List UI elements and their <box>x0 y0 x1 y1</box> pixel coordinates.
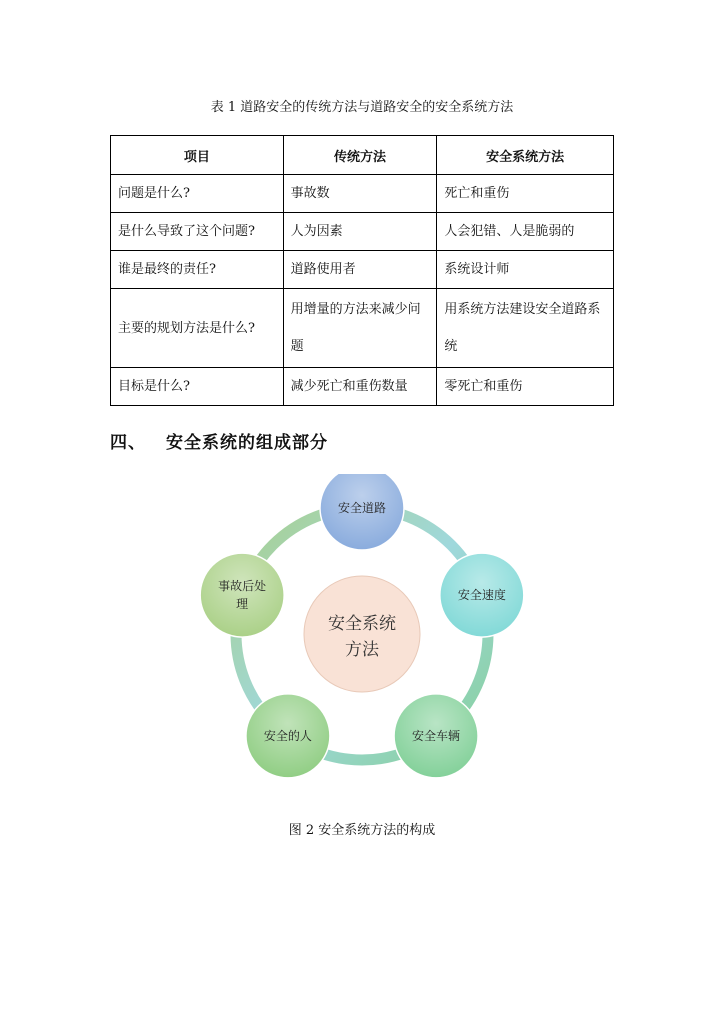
table-cell: 事故数 <box>283 175 437 213</box>
table-cell: 用系统方法建设安全道路系统 <box>437 289 614 368</box>
table-row <box>111 251 614 289</box>
table-cell: 减少死亡和重伤数量 <box>283 368 437 406</box>
node-label: 理 <box>236 597 249 612</box>
comparison-table <box>110 135 614 406</box>
table-cell: 系统设计师 <box>437 251 614 289</box>
section-heading <box>110 428 328 453</box>
center-label-line1: 安全系统 <box>328 614 396 634</box>
table-row <box>111 213 614 251</box>
table-row <box>111 368 614 406</box>
table-cell: 用增量的方法来减少问题 <box>283 289 437 368</box>
table-cell: 谁是最终的责任? <box>111 251 284 289</box>
node-label: 安全的人 <box>263 728 312 743</box>
table-cell: 人会犯错、人是脆弱的 <box>437 213 614 251</box>
node-safe-people <box>246 694 330 778</box>
table-cell: 目标是什么? <box>111 368 284 406</box>
node-safe-vehicles <box>394 694 478 778</box>
table-cell: 道路使用者 <box>283 251 437 289</box>
section-title: 安全系统的组成部分 <box>166 433 328 453</box>
node-safe-roads <box>320 474 404 550</box>
section-number: 四、 <box>110 433 146 453</box>
column-header-safe-system: 安全系统方法 <box>437 136 614 175</box>
column-header-item: 项目 <box>111 136 284 175</box>
center-node <box>304 576 420 692</box>
safe-system-diagram <box>190 474 535 794</box>
node-label: 安全速度 <box>457 588 506 603</box>
table-cell: 问题是什么? <box>111 175 284 213</box>
node-label: 事故后处 <box>218 579 267 594</box>
table-header-row <box>111 136 614 175</box>
table-caption: 表 1 道路安全的传统方法与道路安全的安全系统方法 <box>210 100 514 115</box>
table-row <box>111 175 614 213</box>
node-highlight <box>200 553 284 637</box>
figure-caption: 图 2 安全系统方法的构成 <box>288 823 436 838</box>
table-cell: 是什么导致了这个问题? <box>111 213 284 251</box>
column-header-traditional: 传统方法 <box>283 136 437 175</box>
node-post-crash <box>200 553 284 637</box>
table-cell: 主要的规划方法是什么? <box>111 289 284 368</box>
table-row <box>111 289 614 368</box>
node-label: 安全道路 <box>337 501 387 515</box>
node-safe-speed <box>440 553 524 637</box>
center-label-line2: 方法 <box>345 640 379 660</box>
table-cell: 零死亡和重伤 <box>437 368 614 406</box>
table-cell: 人为因素 <box>283 213 437 251</box>
table-cell: 死亡和重伤 <box>437 175 614 213</box>
node-label: 安全车辆 <box>412 728 461 743</box>
